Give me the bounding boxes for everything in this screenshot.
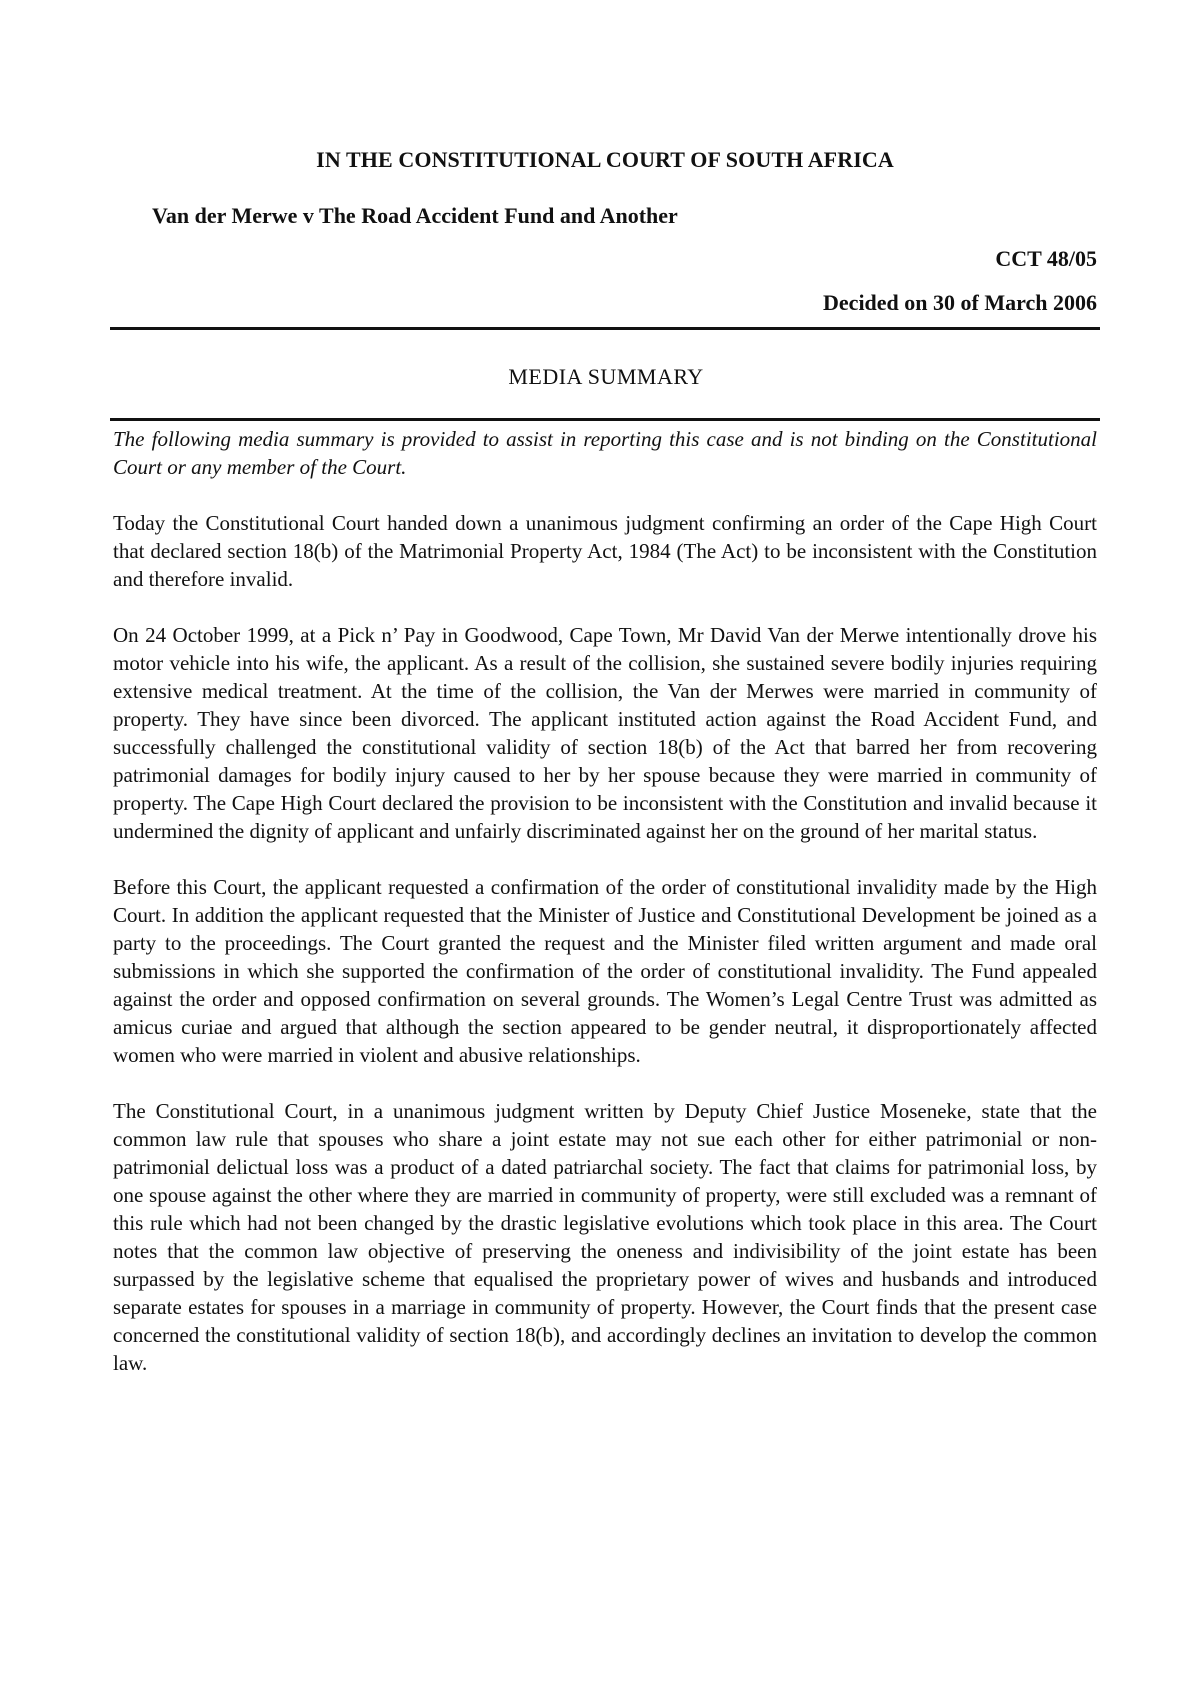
paragraph-judgment-overview: Today the Constitutional Court handed down a unanimous judgment confirming an order of the Cape High Court that declared section 18(b) of the Matrimonial Property Act, 1984 (The Act) to be inconsistent with the Constitution and therefore invalid. <box>113 511 1097 591</box>
top-divider <box>110 327 1100 330</box>
bottom-divider <box>110 418 1100 421</box>
paragraph-proceedings: Before this Court, the applicant requested a confirmation of the order of constitutional invalidity made by the High Court. In addition the applicant requested that the Minister of Justice and Constitutional Development be joined as a party to the proceedings. The Court granted the request and the Minister filed written argument and made oral submissions in which she supported the confirmation of the order of constitutional invalidity. The Fund appealed against the order and opposed confirmation on several grounds. The Women’s Legal Centre Trust was admitted as amicus curiae and argued that although the section appeared to be gender neutral, it disproportionately affected women who were married in violent and abusive relationships. <box>113 875 1097 1067</box>
disclaimer-paragraph: The following media summary is provided to assist in reporting this case and is not binding on the Constitutional Court or any member of the Court. <box>113 427 1097 479</box>
summary-body <box>113 425 1097 1405</box>
media-summary-heading: MEDIA SUMMARY <box>508 364 704 389</box>
court-title: IN THE CONSTITUTIONAL COURT OF SOUTH AFRICA <box>316 147 894 172</box>
case-name: Van der Merwe v The Road Accident Fund and Another <box>152 203 678 228</box>
case-number: CCT 48/05 <box>995 246 1097 271</box>
paragraph-court-reasoning: The Constitutional Court, in a unanimous judgment written by Deputy Chief Justice Moseneke, state that the common law rule that spouses who share a joint estate may not sue each other for either patrimonial or non-patrimonial delictual loss was a product of a dated patriarchal society. The fact that claims for patrimonial loss, by one spouse against the other where they are married in community of property, were still excluded was a remnant of this rule which had not been changed by the drastic legislative evolutions which took place in this area. The Court notes that the common law objective of preserving the oneness and indivisibility of the joint estate has been surpassed by the legislative scheme that equalised the proprietary power of wives and husbands and introduced separate estates for spouses in a marriage in community of property. However, the Court finds that the present case concerned the constitutional validity of section 18(b), and accordingly declines an invitation to develop the common law. <box>113 1099 1097 1375</box>
decision-date: Decided on 30 of March 2006 <box>823 290 1097 315</box>
paragraph-background-facts: On 24 October 1999, at a Pick n’ Pay in Goodwood, Cape Town, Mr David Van der Merwe intentionally drove his motor vehicle into his wife, the applicant. As a result of the collision, she sustained severe bodily injuries requiring extensive medical treatment. At the time of the collision, the Van der Merwes were married in community of property. They have since been divorced. The applicant instituted action against the Road Accident Fund, and successfully challenged the constitutional validity of section 18(b) of the Act that barred her from recovering patrimonial damages for bodily injury caused to her by her spouse because they were married in community of property. The Cape High Court declared the provision to be inconsistent with the Constitution and invalid because it undermined the dignity of applicant and unfairly discriminated against her on the ground of her marital status. <box>113 623 1097 843</box>
